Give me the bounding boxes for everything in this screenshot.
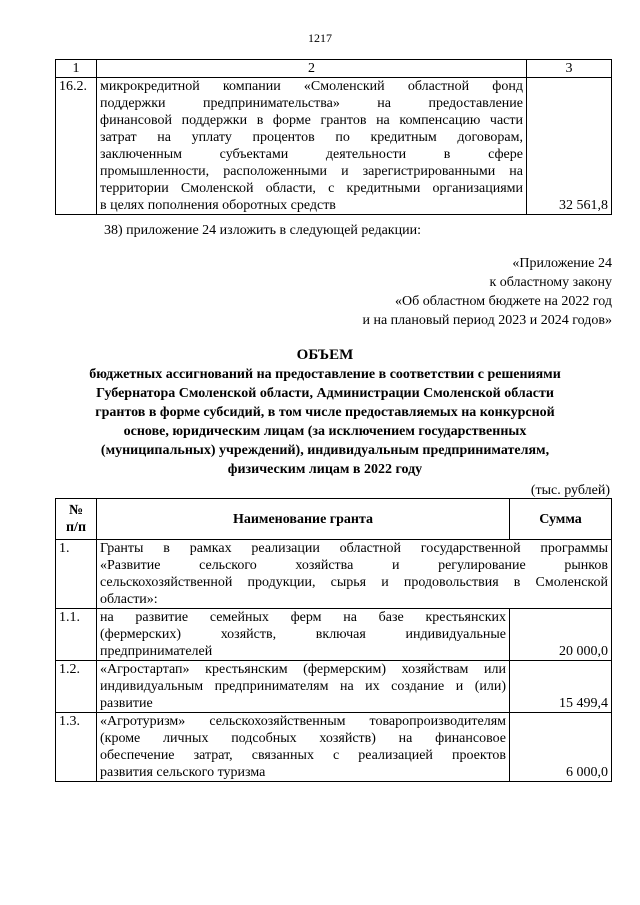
header-sum: Сумма (510, 499, 612, 540)
row-amount: 32 561,8 (527, 78, 612, 215)
table-row (56, 78, 612, 215)
text-line: предпринимателей (100, 644, 213, 659)
grant-table (55, 498, 612, 782)
column-header: 3 (527, 60, 612, 78)
title-line: бюджетных ассигнований на предоставление в соответствии с решениями (89, 367, 561, 382)
amendment-note: 38) приложение 24 изложить в следующей редакции: (104, 223, 421, 238)
row-number: 1.2. (56, 661, 97, 713)
row-amount: 15 499,4 (510, 661, 612, 713)
title-line: (муниципальных) учреждений), индивидуальным предпринимателям, (100, 443, 550, 458)
header-name: Наименование гранта (97, 499, 510, 540)
text-line: микрокредитной компании «Смоленский областной фонд (100, 79, 523, 94)
row-number: 1.3. (56, 713, 97, 782)
appendix-line: «Об областном бюджете на 2022 год (395, 294, 612, 309)
text-line: развитие (100, 696, 153, 711)
header-number-line: п/п (65, 520, 87, 535)
text-line: финансовой поддержки в форме грантов на компенсацию части (100, 113, 523, 128)
text-line: «Развитие сельского хозяйства и регулирование рынков (100, 558, 608, 573)
row-number: 1. (56, 540, 97, 609)
text-line: сельскохозяйственной продукции, сырья и продовольствия в Смоленской (100, 575, 608, 590)
text-line: затрат на уплату процентов по кредитным договорам, (100, 130, 523, 145)
row-description (97, 661, 510, 713)
document-title (40, 346, 610, 479)
section-description (97, 540, 612, 609)
row-number: 1.1. (56, 609, 97, 661)
appendix-line: «Приложение 24 (512, 256, 612, 271)
row-amount: 20 000,0 (510, 609, 612, 661)
row-amount: 6 000,0 (510, 713, 612, 782)
title-line: физическим лицам в 2022 году (227, 462, 423, 477)
appendix-line: и на плановый период 2023 и 2024 годов» (362, 313, 612, 328)
title-line: Губернатора Смоленской области, Администрации Смоленской области (96, 386, 554, 401)
text-line: Гранты в рамках реализации областной государственной программы (100, 541, 608, 556)
appendix-line: к областному закону (489, 275, 612, 290)
row-description (97, 78, 527, 215)
title-line: грантов в форме субсидий, в том числе предоставляемых на конкурсной (95, 405, 555, 420)
top-table (55, 59, 612, 215)
title-main: ОБЪЕМ (296, 347, 354, 363)
header-number (56, 499, 97, 540)
table-row (56, 713, 612, 782)
title-line: основе, юридическим лицам (за исключением государственных (123, 424, 527, 439)
appendix-heading (362, 254, 612, 330)
row-description (97, 713, 510, 782)
text-line: развития сельского туризма (100, 765, 266, 780)
page-number: 1217 (308, 31, 332, 45)
text-line: (фермерских) хозяйств, включая индивидуальные (100, 627, 506, 642)
text-line: в целях пополнения оборотных средств (100, 198, 336, 213)
text-line: (кроме личных подсобных хозяйств) на финансовое (100, 731, 506, 746)
text-line: заключенным субъектами деятельности в сфере (100, 147, 523, 162)
table-row (56, 540, 612, 609)
table-row (56, 609, 612, 661)
text-line: «Агротуризм» сельскохозяйственным товаропроизводителям (100, 714, 506, 729)
units-label: (тыс. рублей) (530, 483, 610, 498)
text-line: области»: (100, 592, 158, 607)
row-description (97, 609, 510, 661)
header-number-line: № (68, 503, 84, 518)
text-line: обеспечение затрат, связанных с реализацией проектов (100, 748, 506, 763)
table-header-row (56, 60, 612, 78)
row-number: 16.2. (56, 78, 97, 215)
column-header: 2 (97, 60, 527, 78)
text-line: на развитие семейных ферм на базе крестьянских (100, 610, 506, 625)
text-line: промышленности, расположенными и зарегистрированными на (100, 164, 523, 179)
column-header: 1 (56, 60, 97, 78)
table-header-row (56, 499, 612, 540)
text-line: территории Смоленской области, с кредитными организациями (100, 181, 523, 196)
table-row (56, 661, 612, 713)
text-line: индивидуальным предпринимателям на их создание и (или) (100, 679, 506, 694)
text-line: поддержки предпринимательства» на предоставление (100, 96, 523, 111)
text-line: «Агростартап» крестьянским (фермерским) хозяйствам или (100, 662, 506, 677)
